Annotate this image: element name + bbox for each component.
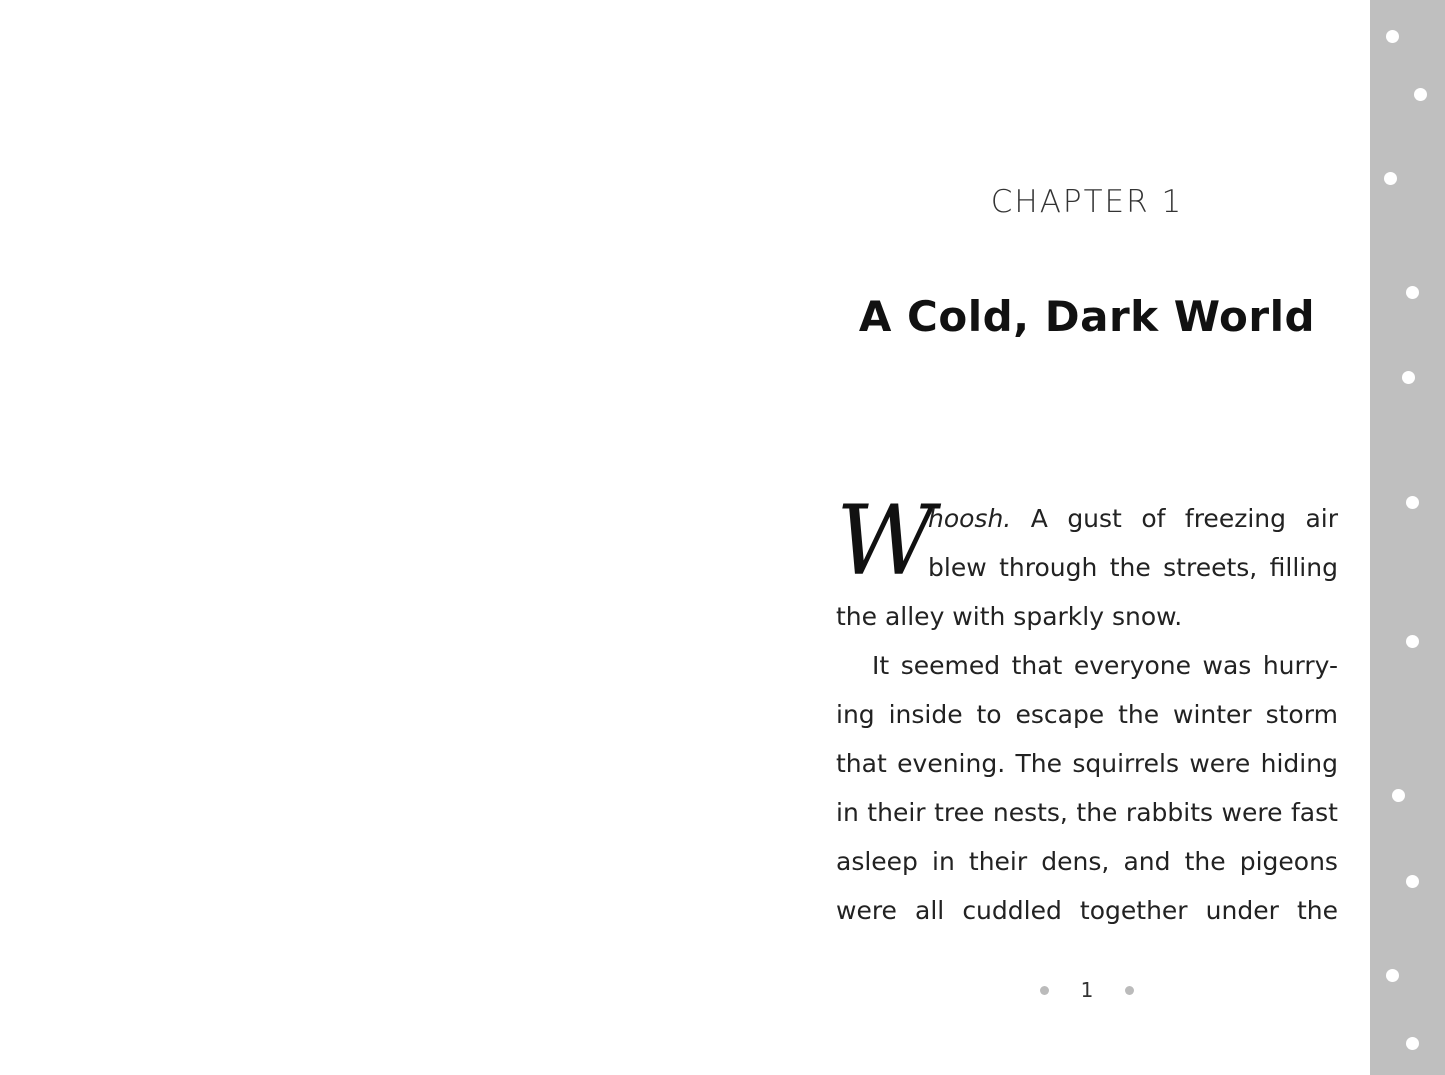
word: hoosh. <box>928 504 1012 533</box>
text-line <box>836 592 1338 641</box>
word: the alley with sparkly snow. <box>836 602 1183 631</box>
word: ing <box>836 700 875 729</box>
page-number: 1 <box>1080 978 1094 1002</box>
folio-dot-right <box>1125 986 1134 995</box>
word: the <box>1184 847 1226 876</box>
word: squirrels <box>1072 749 1179 778</box>
word: the <box>1296 896 1338 925</box>
word: asleep <box>836 847 918 876</box>
word: storm <box>1265 700 1338 729</box>
word: all <box>915 896 945 925</box>
edge-dot <box>1406 875 1419 888</box>
edge-dot <box>1406 496 1419 509</box>
word: were <box>1189 749 1251 778</box>
word: hiding <box>1260 749 1338 778</box>
word: streets, <box>1163 553 1258 582</box>
word: in <box>932 847 955 876</box>
folio-dot-left <box>1040 986 1049 995</box>
word: of <box>1141 504 1166 533</box>
word: that <box>836 749 887 778</box>
word: the <box>1076 798 1118 827</box>
edge-dot <box>1414 88 1427 101</box>
edge-dot <box>1406 635 1419 648</box>
chapter-title: A Cold, Dark World <box>858 292 1316 341</box>
word: seemed <box>900 651 1001 680</box>
word: were <box>836 896 897 925</box>
word: fast <box>1290 798 1338 827</box>
word: the <box>1118 700 1160 729</box>
text-line <box>836 739 1338 788</box>
text-line <box>836 494 1338 543</box>
word: rabbits <box>1125 798 1214 827</box>
word: tree <box>934 798 985 827</box>
word: to <box>976 700 1002 729</box>
word: under <box>1205 896 1279 925</box>
word: cuddled <box>962 896 1062 925</box>
word: was <box>1202 651 1252 680</box>
word: and <box>1123 847 1171 876</box>
text-line <box>836 837 1338 886</box>
drop-cap: W <box>836 485 935 597</box>
text-line <box>836 690 1338 739</box>
word: the <box>1109 553 1151 582</box>
word: freezing <box>1184 504 1286 533</box>
word: evening. <box>897 749 1006 778</box>
word: The <box>1015 749 1063 778</box>
edge-dot <box>1386 30 1399 43</box>
page-folio <box>1040 978 1134 1002</box>
word: everyone <box>1073 651 1192 680</box>
edge-dot <box>1406 286 1419 299</box>
edge-dot <box>1402 371 1415 384</box>
word: inside <box>888 700 963 729</box>
body-text <box>836 485 1338 935</box>
word: winter <box>1173 700 1252 729</box>
word: escape <box>1015 700 1105 729</box>
word: gust <box>1067 504 1122 533</box>
edge-dot <box>1392 789 1405 802</box>
left-page-blank <box>0 0 722 1075</box>
word: filling <box>1269 553 1338 582</box>
text-line <box>836 543 1338 592</box>
word: their <box>968 847 1028 876</box>
word: in <box>836 798 859 827</box>
text-line <box>836 788 1338 837</box>
word: hurry- <box>1262 651 1338 680</box>
chapter-label: CHAPTER 1 <box>990 184 1184 220</box>
word: together <box>1079 896 1188 925</box>
word: were <box>1221 798 1283 827</box>
word: A <box>1030 504 1048 533</box>
word: blew <box>928 553 987 582</box>
word: through <box>999 553 1098 582</box>
word: their <box>867 798 926 827</box>
edge-dot <box>1386 969 1399 982</box>
word: dens, <box>1041 847 1110 876</box>
edge-dot <box>1384 172 1397 185</box>
text-line <box>836 886 1338 935</box>
word: that <box>1011 651 1063 680</box>
word: air <box>1305 504 1338 533</box>
edge-dot <box>1406 1037 1419 1050</box>
page-edge-strip <box>1370 0 1445 1075</box>
word: pigeons <box>1239 847 1338 876</box>
word: nests, <box>992 798 1068 827</box>
word: It <box>872 651 890 680</box>
text-line <box>836 641 1338 690</box>
